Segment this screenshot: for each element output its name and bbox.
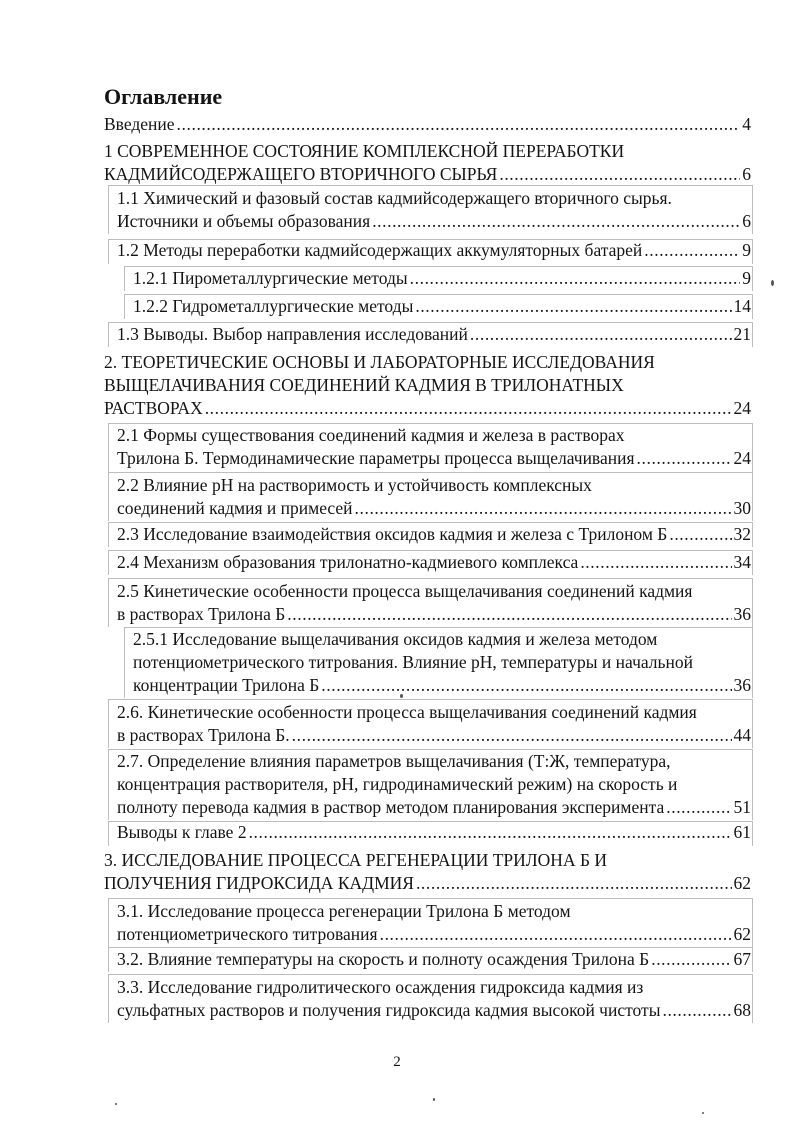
toc-entry-2-3[interactable] <box>117 523 751 546</box>
toc-entry-chapter-3[interactable] <box>104 849 751 895</box>
toc-entry-line: 1.1 Химический и фазовый состав кадмийсодержащего вторичного сырья. <box>117 188 672 208</box>
scan-speck <box>115 1103 117 1105</box>
toc-entry-line: 2.2 Влияние pH на растворимость и устойчивость комплексных <box>117 475 592 495</box>
toc-entry-introduction[interactable] <box>104 113 751 136</box>
toc-page-number: 44 <box>733 725 751 745</box>
toc-entry-2-7[interactable] <box>117 750 751 819</box>
toc-entry-title: 1.3 Выводы. Выбор направления исследований <box>117 324 468 344</box>
toc-page-number: 24 <box>733 398 751 418</box>
toc-page-number: 14 <box>733 296 751 316</box>
toc-page-number: 67 <box>733 949 751 969</box>
toc-entry-3-1[interactable] <box>117 900 751 946</box>
toc-page-number: 61 <box>733 822 751 842</box>
toc-page-number: 36 <box>733 604 751 624</box>
toc-entry-conclusions-2[interactable] <box>117 821 751 844</box>
toc-entry-title: Введение <box>104 114 175 134</box>
toc-entry-title: 1.2.1 Пирометаллургические методы <box>133 268 408 288</box>
toc-entry-line: 2.5.1 Исследование выщелачивания оксидов кадмия и железа методом <box>133 629 658 649</box>
toc-entry-chapter-2[interactable] <box>104 351 751 420</box>
toc-page-number: 62 <box>733 924 751 944</box>
toc-page-number: 6 <box>742 211 751 231</box>
toc-heading: Оглавление <box>104 84 223 109</box>
toc-entry-line: 2.5 Кинетические особенности процесса выщелачивания соединений кадмия <box>117 581 693 601</box>
scan-speck <box>400 694 403 698</box>
toc-entry-2-6[interactable] <box>117 701 751 747</box>
toc-page-number: 62 <box>733 873 751 893</box>
toc-entry-title: соединений кадмия и примесей <box>117 498 353 518</box>
toc-entry-title: 2.4 Механизм образования трилонатно-кадмиевого комплекса <box>117 552 579 572</box>
toc-entry-line: 2.7. Определение влияния параметров выщелачивания (Т:Ж, температура, <box>117 751 671 771</box>
toc-page-number: 30 <box>733 498 751 518</box>
toc-entry-title: сульфатных растворов и получения гидроксида кадмия высокой чистоты <box>117 1000 661 1020</box>
scan-speck <box>433 1098 435 1101</box>
toc-entry-title: 1.2.2 Гидрометаллургические методы <box>133 296 414 316</box>
toc-entry-2-1[interactable] <box>117 424 751 470</box>
toc-entry-line: 2.6. Кинетические особенности процесса выщелачивания соединений кадмия <box>117 702 697 722</box>
toc-page-number: 4 <box>742 114 751 134</box>
toc-entry-title: в растворах Трилона Б. <box>117 725 290 745</box>
toc-entry-title: 1.2 Методы переработки кадмийсодержащих аккумуляторных батарей <box>117 240 643 260</box>
toc-entry-title: Трилона Б. Термодинамические параметры процесса выщелачивания <box>117 448 635 468</box>
toc-entry-title: концентрации Трилона Б <box>133 675 320 695</box>
toc-entry-3-3[interactable] <box>117 976 751 1022</box>
toc-entry-title: Выводы к главе 2 <box>117 822 247 842</box>
toc-entry-line: концентрация растворителя, pH, гидродинамический режим) на скорость и <box>117 774 678 794</box>
toc-entry-1-2-1[interactable] <box>133 267 751 290</box>
toc-page-number: 51 <box>733 797 751 817</box>
toc-entry-line: 2. ТЕОРЕТИЧЕСКИЕ ОСНОВЫ И ЛАБОРАТОРНЫЕ ИССЛЕДОВАНИЯ <box>104 352 655 372</box>
toc-entry-1-2[interactable] <box>117 239 751 262</box>
toc-page-number: 68 <box>733 1000 751 1020</box>
toc-entry-line: 2.1 Формы существования соединений кадмия и железа в растворах <box>117 425 625 445</box>
toc-entry-title: 2.3 Исследование взаимодействия оксидов кадмия и железа с Трилоном Б <box>117 524 668 544</box>
toc-entry-title: потенциометрического титрования <box>117 924 378 944</box>
toc-page-number: 36 <box>733 675 751 695</box>
toc-entry-title: Источники и объемы образования <box>117 211 371 231</box>
toc-entry-2-5[interactable] <box>117 580 751 626</box>
toc-entry-2-2[interactable] <box>117 474 751 520</box>
toc-page-number: 32 <box>733 524 751 544</box>
toc-entry-title: КАДМИЙСОДЕРЖАЩЕГО ВТОРИЧНОГО СЫРЬЯ <box>104 164 498 184</box>
toc-entry-title: ПОЛУЧЕНИЯ ГИДРОКСИДА КАДМИЯ <box>104 873 414 893</box>
toc-entry-title: РАСТВОРАХ <box>104 398 203 418</box>
toc-entry-title: полноту перевода кадмия в раствор методом планирования эксперимента <box>117 797 665 817</box>
toc-entry-2-5-1[interactable] <box>133 628 751 697</box>
scan-speck <box>702 1112 704 1114</box>
toc-entry-line: 1 СОВРЕМЕННОЕ СОСТОЯНИЕ КОМПЛЕКСНОЙ ПЕРЕРАБОТКИ <box>104 141 625 161</box>
toc-entry-1-3[interactable] <box>117 323 751 346</box>
toc-entry-3-2[interactable] <box>117 948 751 971</box>
toc-entry-line: ВЫЩЕЛАЧИВАНИЯ СОЕДИНЕНИЙ КАДМИЯ В ТРИЛОНАТНЫХ <box>104 375 624 395</box>
toc-entry-line: 3. ИССЛЕДОВАНИЕ ПРОЦЕССА РЕГЕНЕРАЦИИ ТРИЛОНА Б И <box>104 850 608 870</box>
toc-entry-2-4[interactable] <box>117 551 751 574</box>
toc-page-number: 24 <box>733 448 751 468</box>
toc-page-number: 6 <box>742 164 751 184</box>
toc-page-number: 34 <box>733 552 751 572</box>
toc-page-number: 9 <box>742 240 751 260</box>
toc-entry-title: 3.2. Влияние температуры на скорость и полноту осаждения Трилона Б <box>117 949 650 969</box>
toc-entry-1-2-2[interactable] <box>133 295 751 318</box>
toc-page-number: 21 <box>733 324 751 344</box>
toc-entry-chapter-1[interactable] <box>104 140 751 186</box>
scan-speck <box>771 280 774 286</box>
page-number: 2 <box>393 1054 401 1070</box>
toc-entry-line: 3.1. Исследование процесса регенерации Трилона Б методом <box>117 901 571 921</box>
toc-entry-title: в растворах Трилона Б <box>117 604 286 624</box>
toc-entry-1-1[interactable] <box>117 187 751 233</box>
toc-entry-line: потенциометрического титрования. Влияние pH, температуры и начальной <box>133 652 693 672</box>
toc-page-number: 9 <box>742 268 751 288</box>
toc-entry-line: 3.3. Исследование гидролитического осаждения гидроксида кадмия из <box>117 977 644 997</box>
